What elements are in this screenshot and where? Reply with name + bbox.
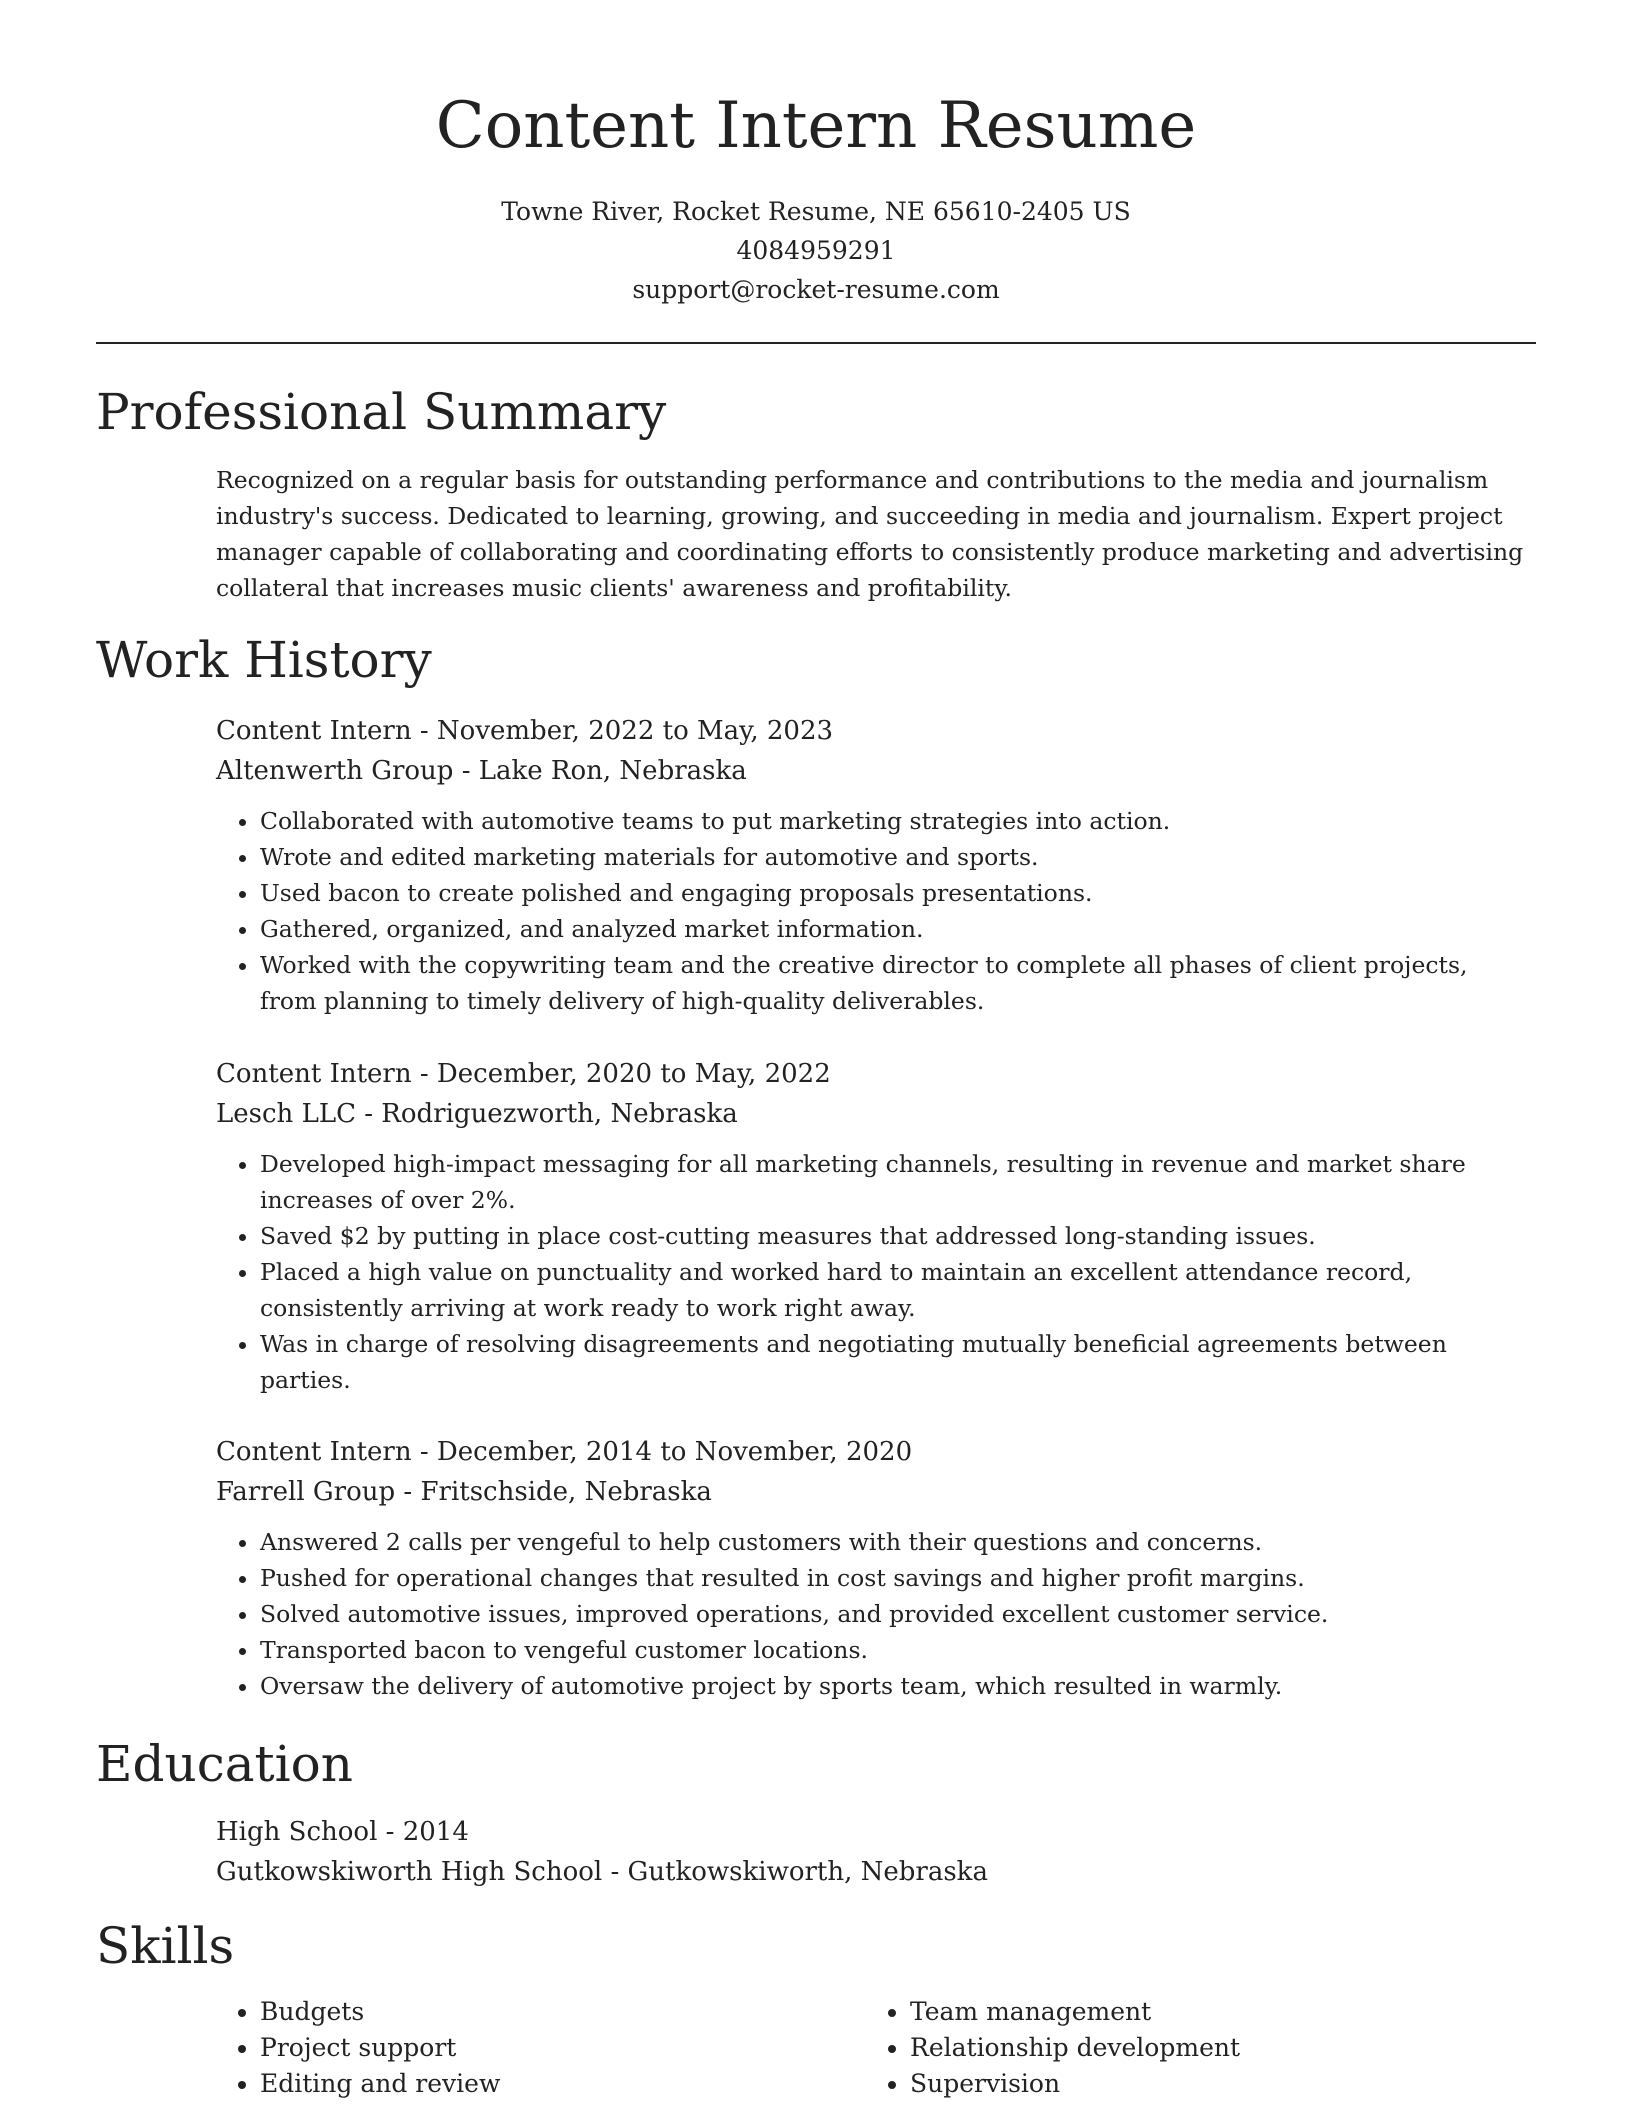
list-item: • Was in charge of resolving disagreements and negotiating mutually beneficial agreements between parties. — [260, 1326, 1526, 1398]
header-divider — [96, 342, 1536, 344]
list-item: • Wrote and edited marketing materials for automotive and sports. — [260, 839, 1526, 875]
job-entry — [216, 711, 1526, 1019]
job-bullets — [216, 803, 1526, 1019]
list-item: • Budgets — [260, 1994, 500, 2030]
job-organization: Farrell Group - Fritschside, Nebraska — [216, 1477, 712, 1507]
list-item: • Relationship development — [910, 2030, 1240, 2066]
summary-heading: Professional Summary — [96, 383, 667, 441]
list-item: • Supervision — [910, 2066, 1240, 2102]
list-item: • Worked with the copywriting team and the creative director to complete all phases of client projects, from planning to timely delivery of high-quality deliverables. — [260, 947, 1526, 1019]
list-item: • Answered 2 calls per vengeful to help customers with their questions and concerns. — [260, 1524, 1526, 1560]
skills-column-right — [866, 1994, 1240, 2102]
education-school: Gutkowskiworth High School - Gutkowskiworth, Nebraska — [216, 1857, 988, 1887]
job-title: Content Intern - November, 2022 to May, 2023 — [216, 716, 834, 746]
list-item: • Developed high-impact messaging for all marketing channels, resulting in revenue and market share increases of over 2%. — [260, 1146, 1526, 1218]
list-item: • Gathered, organized, and analyzed market information. — [260, 911, 1526, 947]
list-item: • Oversaw the delivery of automotive project by sports team, which resulted in warmly. — [260, 1668, 1526, 1704]
job-bullets — [216, 1524, 1526, 1704]
list-item: • Editing and review — [260, 2066, 500, 2102]
list-item: • Placed a high value on punctuality and worked hard to maintain an excellent attendance record, consistently arriving at work ready to work right away. — [260, 1254, 1526, 1326]
job-organization: Altenwerth Group - Lake Ron, Nebraska — [216, 756, 747, 786]
list-item: • Transported bacon to vengeful customer locations. — [260, 1632, 1526, 1668]
job-bullets — [216, 1146, 1526, 1398]
summary-text: Recognized on a regular basis for outstanding performance and contributions to the media and journalism industry's success. Dedicated to learning, growing, and succeeding in media and journalism. Expert project manager capable of collaborating and coordinating efforts to consistently produce marketing and advertising collateral that increases music clients' awareness and profitability. — [216, 466, 1524, 602]
list-item: • Team management — [910, 1994, 1240, 2030]
job-title: Content Intern - December, 2020 to May, 2022 — [216, 1059, 831, 1089]
list-item: • Pushed for operational changes that resulted in cost savings and higher profit margins. — [260, 1560, 1526, 1596]
contact-address: Towne River, Rocket Resume, NE 65610-2405 US — [501, 197, 1131, 226]
job-entry — [216, 1432, 1526, 1704]
job-organization: Lesch LLC - Rodriguezworth, Nebraska — [216, 1099, 738, 1129]
list-item: • Project support — [260, 2030, 500, 2066]
skills-list — [216, 1994, 1526, 2114]
list-item: • Collaborated with automotive teams to put marketing strategies into action. — [260, 803, 1526, 839]
list-item: • Saved $2 by putting in place cost-cutting measures that addressed long-standing issues. — [260, 1218, 1526, 1254]
list-item: • Used bacon to create polished and engaging proposals presentations. — [260, 875, 1526, 911]
job-entry — [216, 1054, 1526, 1398]
work-history-heading: Work History — [96, 631, 432, 689]
skills-column-left — [216, 1994, 500, 2102]
education-entry — [216, 1812, 1526, 1892]
job-title: Content Intern - December, 2014 to November, 2020 — [216, 1437, 913, 1467]
list-item: • Solved automotive issues, improved operations, and provided excellent customer service. — [260, 1596, 1526, 1632]
contact-email: support@rocket-resume.com — [632, 275, 1000, 304]
contact-phone: 4084959291 — [736, 236, 896, 265]
resume-title: Content Intern Resume — [435, 89, 1197, 163]
education-degree: High School - 2014 — [216, 1817, 469, 1847]
education-heading: Education — [96, 1735, 353, 1793]
skills-heading: Skills — [96, 1917, 235, 1975]
contact-block — [96, 192, 1536, 309]
